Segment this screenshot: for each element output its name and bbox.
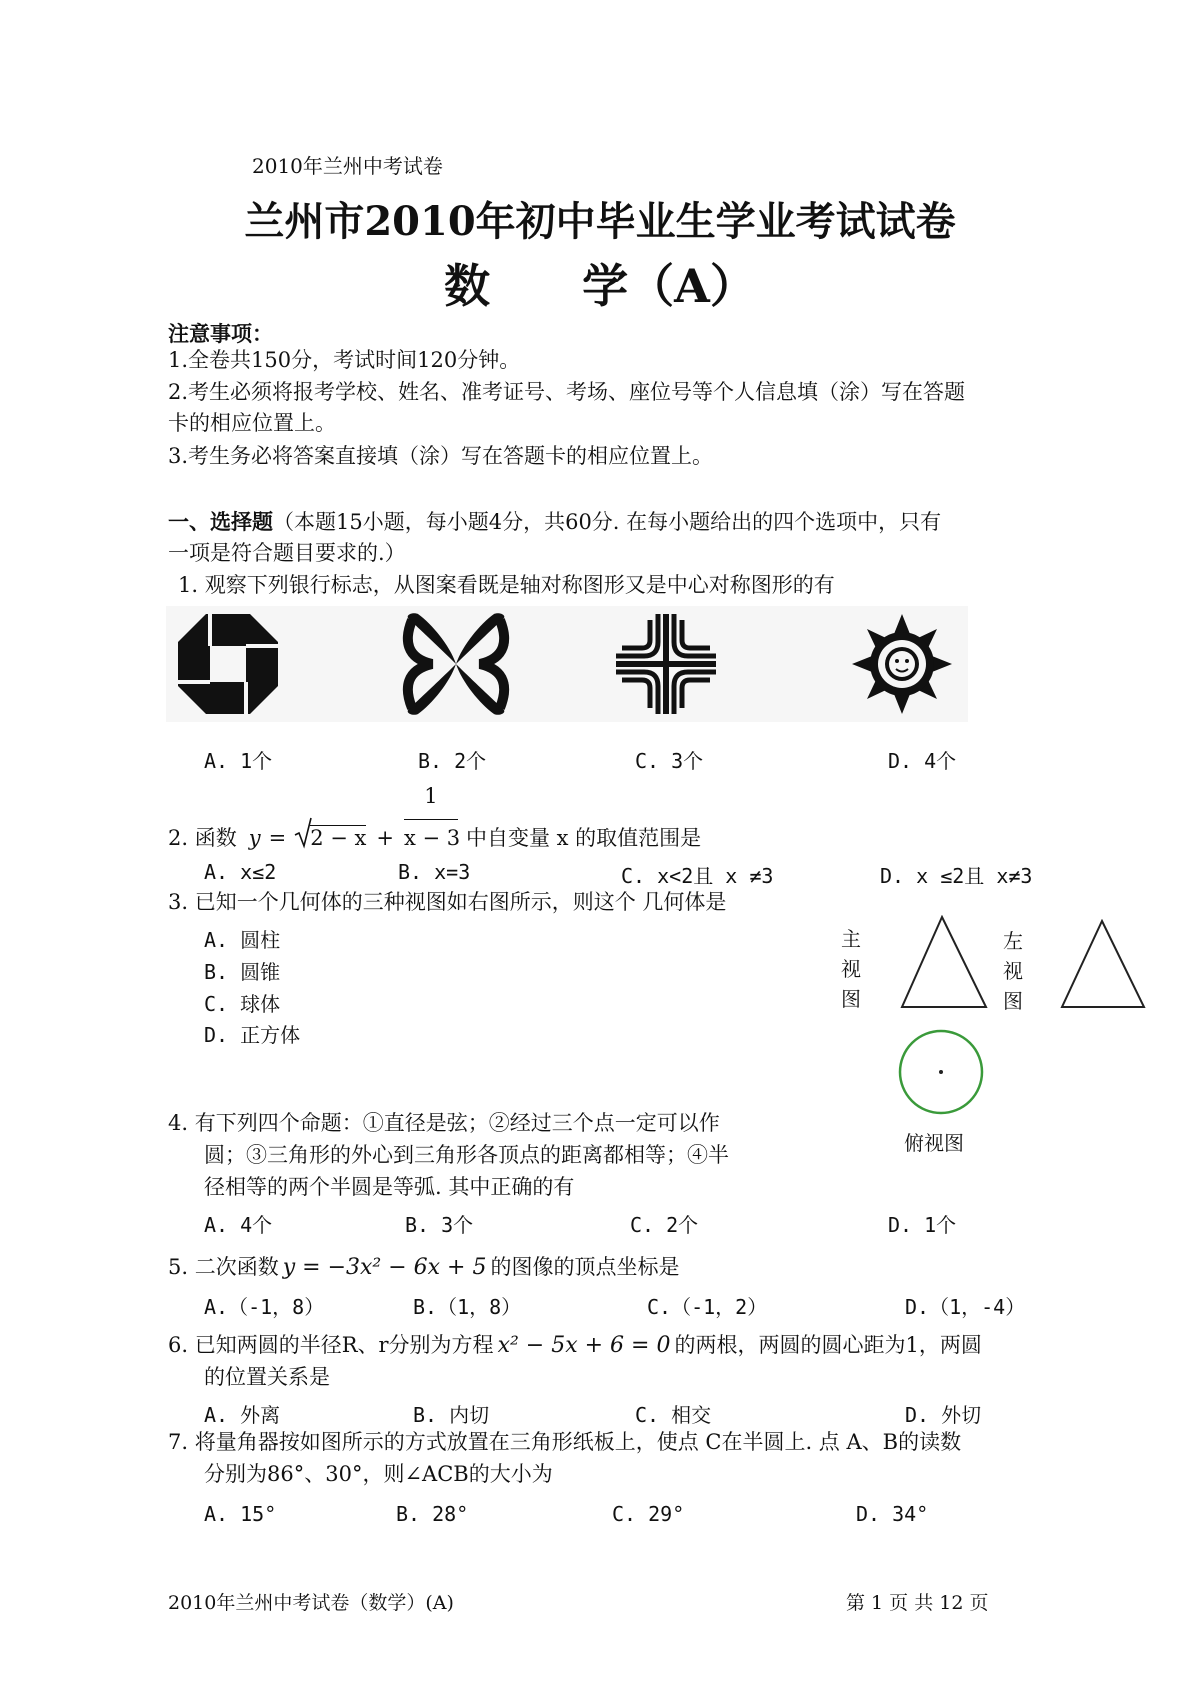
subject-title: 数 学（A） <box>444 259 756 313</box>
section-1-desc-line-2: 一项是符合题目要求的.） <box>168 541 406 565</box>
question-1-option-b[interactable]: B. 2个 <box>418 749 487 773</box>
question-2-option-a[interactable]: A. x≤2 <box>204 860 277 884</box>
question-7-option-a[interactable]: A. 15° <box>204 1502 277 1526</box>
question-4-option-a[interactable]: A. 4个 <box>204 1213 273 1237</box>
question-3-option-a[interactable]: A. 圆柱 <box>204 928 281 952</box>
section-1-heading-line <box>168 511 941 533</box>
question-3-option-c[interactable]: C. 球体 <box>204 992 281 1016</box>
three-views-figure <box>840 915 1160 1155</box>
question-2-stem <box>168 784 702 850</box>
question-2-option-b[interactable]: B. x=3 <box>398 860 471 884</box>
top-view-circle <box>896 1027 986 1117</box>
bank-logo-3 <box>614 612 718 716</box>
question-2-plus: + <box>376 826 394 850</box>
top-view-label: 俯视图 <box>904 1131 964 1155</box>
question-7-line-1: 7. 将量角器按如图所示的方式放置在三角形纸板上，使点 C在半圆上. 点 A、B的读数 <box>168 1430 962 1454</box>
question-6-suffix: 的两根，两圆的圆心距为1，两圆 <box>674 1333 982 1357</box>
question-2-frac-den: x − 3 <box>403 826 461 850</box>
question-4-line-2: 圆；③三角形的外心到三角形各顶点的距离都相等；④半 <box>204 1143 729 1167</box>
question-5-formula: y = −3x² − 6x + 5 <box>282 1255 487 1280</box>
notice-item-2-line-2: 卡的相应位置上。 <box>168 411 336 435</box>
main-title: 兰州市2010年初中毕业生学业考试试卷 <box>244 198 956 245</box>
question-2-sqrt-body: 2 − x <box>310 826 367 850</box>
question-6-option-c[interactable]: C. 相交 <box>635 1403 712 1427</box>
question-6-option-b[interactable]: B. 内切 <box>413 1403 490 1427</box>
question-2-sqrt <box>294 825 366 849</box>
bank-logo-4 <box>850 612 954 716</box>
question-1-option-a[interactable]: A. 1个 <box>204 749 273 773</box>
notice-heading: 注意事项： <box>168 321 273 346</box>
question-2-fraction <box>403 784 461 850</box>
question-7-option-b[interactable]: B. 28° <box>396 1502 469 1526</box>
notice-item-2-line-1: 2.考生必须将报考学校、姓名、准考证号、考场、座位号等个人信息填（涂）写在答题 <box>168 380 966 404</box>
front-view-label: 主 视 图 <box>841 927 861 1011</box>
question-4-line-1: 4. 有下列四个命题：①直径是弦；②经过三个点一定可以作 <box>168 1111 720 1135</box>
footer-left: 2010年兰州中考试卷（数学）(A) <box>168 1592 454 1614</box>
question-5-option-b[interactable]: B.（1，8） <box>413 1295 522 1319</box>
bank-logo-2 <box>402 610 510 718</box>
question-3-option-b[interactable]: B. 圆锥 <box>204 960 281 984</box>
question-2-frac-num: 1 <box>424 784 438 808</box>
notice-item-3: 3.考生务必将答案直接填（涂）写在答题卡的相应位置上。 <box>168 444 714 468</box>
left-view-triangle <box>1060 919 1150 1011</box>
question-2-var-y: y <box>248 826 261 850</box>
question-2-prefix: 2. 函数 <box>168 826 237 850</box>
bank-logo-strip <box>166 606 968 722</box>
question-4-line-3: 径相等的两个半圆是等弧. 其中正确的有 <box>204 1175 575 1199</box>
question-3-option-d[interactable]: D. 正方体 <box>204 1023 301 1047</box>
question-1-stem: 1. 观察下列银行标志，从图案看既是轴对称图形又是中心对称图形的有 <box>178 573 835 597</box>
footer-page-number: 第 1 页 共 12 页 <box>846 1592 989 1614</box>
question-1-option-d[interactable]: D. 4个 <box>888 749 957 773</box>
question-3-stem: 3. 已知一个几何体的三种视图如右图所示，则这个 几何体是 <box>168 890 727 914</box>
question-5-option-d[interactable]: D.（1，-4） <box>905 1295 1026 1319</box>
question-2-frac-bar <box>404 819 458 820</box>
question-2-option-d[interactable]: D. x ≤2且 x≠3 <box>880 864 1033 888</box>
document-label: 2010年兰州中考试卷 <box>252 154 443 178</box>
section-1-title: 一、选择题 <box>168 509 273 534</box>
notice-item-1: 1.全卷共150分，考试时间120分钟。 <box>168 348 521 372</box>
question-2-option-c[interactable]: C. x<2且 x ≠3 <box>621 864 774 888</box>
question-1-option-c[interactable]: C. 3个 <box>635 749 704 773</box>
question-5-option-a[interactable]: A.（-1，8） <box>204 1295 325 1319</box>
question-5-option-c[interactable]: C.（-1，2） <box>647 1295 768 1319</box>
question-6-option-a[interactable]: A. 外离 <box>204 1403 281 1427</box>
question-6-prefix: 6. 已知两圆的半径R、r分别为方程 <box>168 1333 494 1357</box>
question-4-option-d[interactable]: D. 1个 <box>888 1213 957 1237</box>
question-6-option-d[interactable]: D. 外切 <box>905 1403 982 1427</box>
question-7-line-2: 分别为86°、30°，则∠ACB的大小为 <box>204 1462 553 1486</box>
bank-logo-1 <box>176 612 280 716</box>
question-6-stem <box>168 1335 982 1357</box>
front-view-triangle <box>900 915 990 1009</box>
question-2-equals: = <box>268 826 287 850</box>
question-5-suffix: 的图像的顶点坐标是 <box>490 1255 680 1279</box>
question-5-prefix: 5. 二次函数 <box>168 1255 279 1279</box>
question-6-line-2: 的位置关系是 <box>204 1365 330 1389</box>
question-7-option-c[interactable]: C. 29° <box>612 1502 685 1526</box>
question-4-option-c[interactable]: C. 2个 <box>630 1213 699 1237</box>
question-4-option-b[interactable]: B. 3个 <box>405 1213 474 1237</box>
left-view-label: 左 视 图 <box>1003 929 1023 1013</box>
question-5-stem <box>168 1257 679 1279</box>
question-2-suffix: 中自变量 x 的取值范围是 <box>465 826 702 850</box>
section-1-desc-line-1: （本题15小题，每小题4分，共60分. 在每小题给出的四个选项中，只有 <box>273 510 942 534</box>
question-7-option-d[interactable]: D. 34° <box>856 1502 929 1526</box>
question-6-formula: x² − 5x + 6 = 0 <box>497 1333 671 1358</box>
